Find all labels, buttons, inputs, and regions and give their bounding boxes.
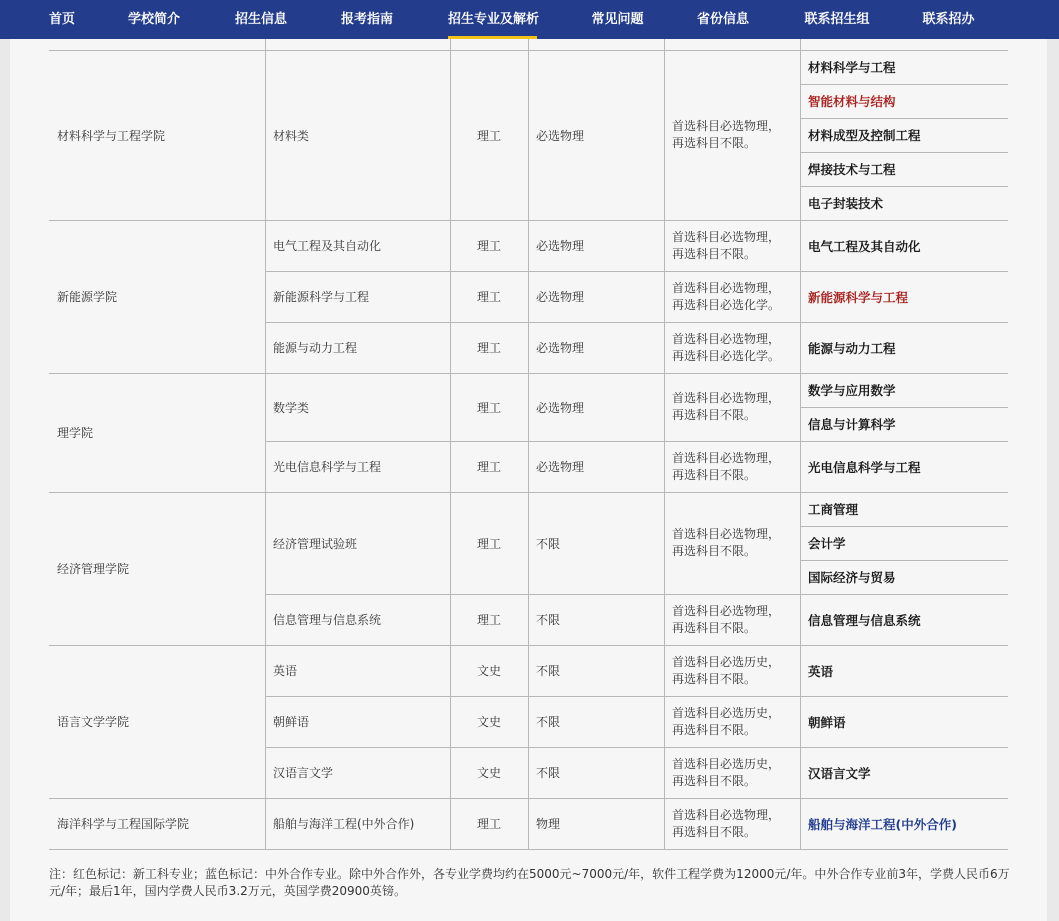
major-name: 船舶与海洋工程(中外合作): [808, 816, 957, 832]
major-name: 新能源科学与工程: [808, 289, 909, 305]
major-name: 信息管理与信息系统: [808, 612, 921, 628]
category-name: 汉语言文学: [273, 766, 334, 780]
major-name: 智能材料与结构: [808, 94, 896, 109]
category-type: 文史: [476, 664, 501, 678]
nav-item-3[interactable]: 报考指南: [341, 12, 394, 27]
selection-requirement: 首选科目必选物理， 再选科目不限。: [672, 603, 781, 635]
category-name: 材料类: [273, 128, 310, 143]
category-type: 理工: [476, 239, 501, 253]
major-name: 工商管理: [808, 502, 859, 517]
category-type: 理工: [476, 460, 501, 474]
table-bottom-border: [49, 849, 1008, 850]
nav-item-4[interactable]: 招生专业及解析: [448, 0, 537, 39]
major-name: 朝鲜语: [808, 714, 846, 730]
category-type: 理工: [476, 128, 501, 143]
category-name: 信息管理与信息系统: [273, 613, 382, 627]
selection-requirement: 首选科目必选物理， 再选科目必选化学。: [672, 331, 781, 363]
major-name: 能源与动力工程: [808, 340, 896, 356]
major-name: 光电信息科学与工程: [808, 459, 921, 475]
subject-requirement: 不限: [536, 664, 561, 678]
nav-item-0[interactable]: 首页: [48, 12, 75, 27]
selection-requirement: 首选科目必选历史， 再选科目不限。: [672, 654, 781, 686]
selection-requirement: 首选科目必选历史， 再选科目不限。: [672, 756, 781, 788]
category-name: 能源与动力工程: [273, 341, 358, 355]
nav-item-8[interactable]: 联系招办: [922, 12, 975, 27]
category-name: 光电信息科学与工程: [273, 460, 382, 474]
category-name: 船舶与海洋工程(中外合作): [273, 817, 415, 831]
category-type: 文史: [476, 715, 501, 729]
major-name: 会计学: [808, 536, 846, 551]
subject-requirement: 必选物理: [536, 460, 585, 474]
category-type: 理工: [476, 613, 501, 627]
selection-requirement: 首选科目必选物理， 再选科目不限。: [672, 229, 781, 261]
college-name: 语言文学学院: [57, 715, 130, 729]
nav-item-1[interactable]: 学校简介: [128, 12, 181, 27]
top-nav: [0, 0, 1059, 39]
major-name: 电气工程及其自动化: [808, 238, 921, 254]
college-name: 经济管理学院: [57, 562, 130, 576]
selection-requirement: 首选科目必选物理， 再选科目不限。: [672, 450, 781, 482]
selection-requirement: 首选科目必选物理， 再选科目不限。: [672, 807, 781, 839]
category-type: 理工: [476, 817, 501, 831]
major-name: 信息与计算科学: [808, 417, 896, 432]
subject-requirement: 不限: [536, 536, 561, 551]
subject-requirement: 必选物理: [536, 239, 585, 253]
subject-requirement: 必选物理: [536, 400, 585, 415]
selection-requirement: 首选科目必选历史， 再选科目不限。: [672, 705, 781, 737]
selection-requirement: 首选科目必选物理， 再选科目不限。: [672, 119, 781, 150]
major-name: 焊接技术与工程: [808, 162, 896, 177]
subject-requirement: 不限: [536, 613, 561, 627]
major-name: 汉语言文学: [808, 765, 871, 781]
major-name: 数学与应用数学: [808, 383, 896, 398]
category-name: 数学类: [273, 400, 310, 415]
subject-requirement: 必选物理: [536, 341, 585, 355]
nav-item-7[interactable]: 联系招生组: [804, 12, 870, 27]
selection-requirement: 首选科目必选物理， 再选科目不限。: [672, 391, 781, 422]
college-name: 理学院: [57, 426, 94, 440]
category-name: 英语: [273, 664, 298, 678]
category-type: 理工: [476, 536, 501, 551]
subject-requirement: 不限: [536, 715, 561, 729]
category-type: 文史: [476, 766, 501, 780]
tuition-note: 注：红色标记：新工科专业；蓝色标记：中外合作专业。除中外合作外，各专业学费均约在5000元~7000元/年，软件工程学费为12000元/年。中外合作专业前3年，学费人民币6万元/年；最后1年，国内学费人民币3.2万元，英国学费20900英镑。: [49, 867, 1010, 898]
major-name: 英语: [808, 663, 834, 679]
nav-item-6[interactable]: 省份信息: [697, 12, 750, 27]
subject-requirement: 不限: [536, 766, 561, 780]
category-type: 理工: [476, 341, 501, 355]
major-name: 国际经济与贸易: [808, 570, 896, 585]
selection-requirement: 首选科目必选物理， 再选科目必选化学。: [672, 280, 781, 312]
category-name: 新能源科学与工程: [273, 290, 370, 304]
category-name: 经济管理试验班: [273, 536, 358, 551]
category-name: 电气工程及其自动化: [273, 239, 382, 253]
college-name: 新能源学院: [57, 290, 118, 304]
subject-requirement: 物理: [536, 817, 561, 831]
major-name: 电子封装技术: [808, 196, 884, 211]
category-type: 理工: [476, 290, 501, 304]
college-name: 材料科学与工程学院: [57, 128, 166, 143]
nav-item-2[interactable]: 招生信息: [235, 12, 288, 27]
subject-requirement: 必选物理: [536, 128, 585, 143]
category-type: 理工: [476, 400, 501, 415]
major-name: 材料科学与工程: [808, 60, 896, 75]
selection-requirement: 首选科目必选物理， 再选科目不限。: [672, 527, 781, 558]
category-name: 朝鲜语: [273, 715, 310, 729]
subject-requirement: 必选物理: [536, 290, 585, 304]
college-name: 海洋科学与工程国际学院: [57, 817, 190, 831]
nav-item-5[interactable]: 常见问题: [591, 12, 644, 27]
major-name: 材料成型及控制工程: [808, 128, 921, 143]
